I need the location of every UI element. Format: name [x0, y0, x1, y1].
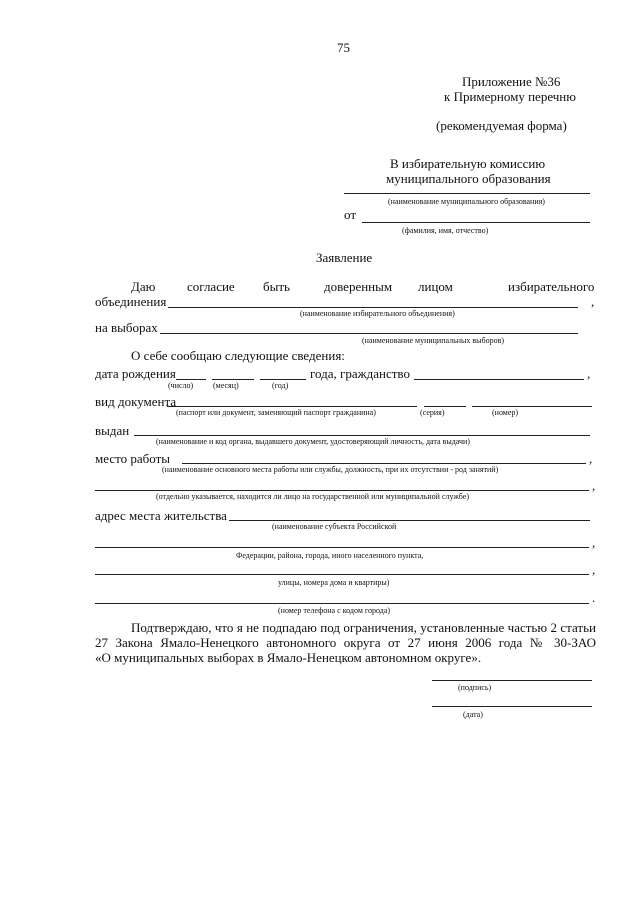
birth-day-hint: (число): [168, 381, 194, 390]
from-label: от: [344, 207, 357, 222]
birth-month-hint: (месяц): [213, 381, 239, 390]
consent-word-6: избирательного: [508, 279, 595, 294]
document-type-field[interactable]: [167, 406, 417, 407]
address-locality-hint: Федерации, района, города, иного населенного пункта,: [236, 551, 424, 560]
consent-word-1: Даю: [131, 279, 156, 294]
confirmation-line-1: Подтверждаю, что я не подпадаю под ограничения, установленные частью 2 статьи: [131, 620, 596, 635]
addressee-line-1: В избирательную комиссию: [390, 156, 546, 171]
consent-word-4: доверенным: [324, 279, 393, 294]
public-service-field[interactable]: [95, 490, 589, 491]
signature-field[interactable]: [432, 680, 592, 681]
workplace-field[interactable]: [182, 463, 586, 464]
form-note: (рекомендуемая форма): [436, 118, 567, 133]
confirmation-line-2: 27 Закона Ямало-Ненецкого автономного округа от 27 июня 2006 года № 30-ЗАО: [95, 635, 596, 650]
document-number-hint: (номер): [492, 408, 519, 417]
signature-hint: (подпись): [458, 683, 492, 692]
elections-name-hint: (наименование муниципальных выборов): [362, 336, 505, 345]
issued-label: выдан: [95, 423, 130, 438]
birth-year-hint: (год): [272, 381, 289, 390]
consent-line-2: объединения: [95, 294, 167, 309]
address-street-hint: улицы, номера дома и квартиры): [278, 578, 390, 587]
birth-date-label: дата рождения: [95, 366, 176, 381]
document-title: Заявление: [316, 250, 373, 265]
phone-period: .: [592, 590, 596, 605]
info-intro: О себе сообщаю следующие сведения:: [131, 348, 345, 363]
consent-word-2: согласие: [187, 279, 235, 294]
page-number: 75: [337, 40, 350, 55]
appendix-label: Приложение №36: [462, 74, 561, 89]
public-service-hint: (отдельно указывается, находится ли лицо на государственной или муниципальной службе): [156, 492, 469, 501]
address-street-comma: ,: [592, 562, 596, 577]
consent-word-5: лицом: [418, 279, 453, 294]
addressee-line-2: муниципального образования: [386, 171, 551, 186]
issued-by-field[interactable]: [134, 435, 590, 436]
confirmation-line-3: «О муниципальных выборах в Ямало-Ненецком автономном округе».: [95, 650, 482, 665]
address-locality-field[interactable]: [95, 547, 589, 548]
appendix-reference: к Примерному перечню: [444, 89, 576, 104]
citizenship-comma: ,: [587, 366, 591, 381]
issued-by-hint: (наименование и код органа, выдавшего документ, удостоверяющий личность, дата выдачи): [156, 437, 470, 446]
address-subject-field[interactable]: [229, 520, 590, 521]
address-label: адрес места жительства: [95, 508, 227, 523]
citizenship-label: года, гражданство: [310, 366, 410, 381]
document-number-field[interactable]: [472, 406, 592, 407]
workplace-label: место работы: [95, 451, 170, 466]
document-type-hint: (паспорт или документ, заменяющий паспорт гражданина): [176, 408, 376, 417]
date-hint: (дата): [463, 710, 483, 719]
birth-day-field[interactable]: [176, 379, 206, 380]
association-name-hint: (наименование избирательного объединения): [300, 309, 455, 318]
elections-name-field[interactable]: [160, 333, 578, 334]
elections-label: на выборах: [95, 320, 158, 335]
municipality-name-field[interactable]: [344, 193, 590, 194]
phone-field[interactable]: [95, 603, 589, 604]
birth-month-field[interactable]: [212, 379, 254, 380]
phone-hint: (номер телефона с кодом города): [278, 606, 391, 615]
document-series-field[interactable]: [424, 406, 466, 407]
public-service-comma: ,: [592, 478, 596, 493]
municipality-name-hint: (наименование муниципального образования): [388, 197, 545, 206]
citizenship-field[interactable]: [414, 379, 584, 380]
applicant-name-hint: (фамилия, имя, отчество): [402, 226, 489, 235]
address-locality-comma: ,: [592, 535, 596, 550]
birth-year-field[interactable]: [260, 379, 306, 380]
workplace-hint: (наименование основного места работы или службы, должность, при их отсутствии - род занятий): [162, 465, 499, 474]
applicant-name-field[interactable]: [362, 222, 590, 223]
consent-word-3: быть: [263, 279, 290, 294]
date-field[interactable]: [432, 706, 592, 707]
document-type-label: вид документа: [95, 394, 177, 409]
workplace-comma: ,: [589, 451, 593, 466]
association-comma: ,: [591, 294, 595, 309]
document-series-hint: (серия): [420, 408, 445, 417]
address-street-field[interactable]: [95, 574, 589, 575]
address-subject-hint: (наименование субъекта Российской: [272, 522, 397, 531]
association-name-field[interactable]: [168, 307, 578, 308]
